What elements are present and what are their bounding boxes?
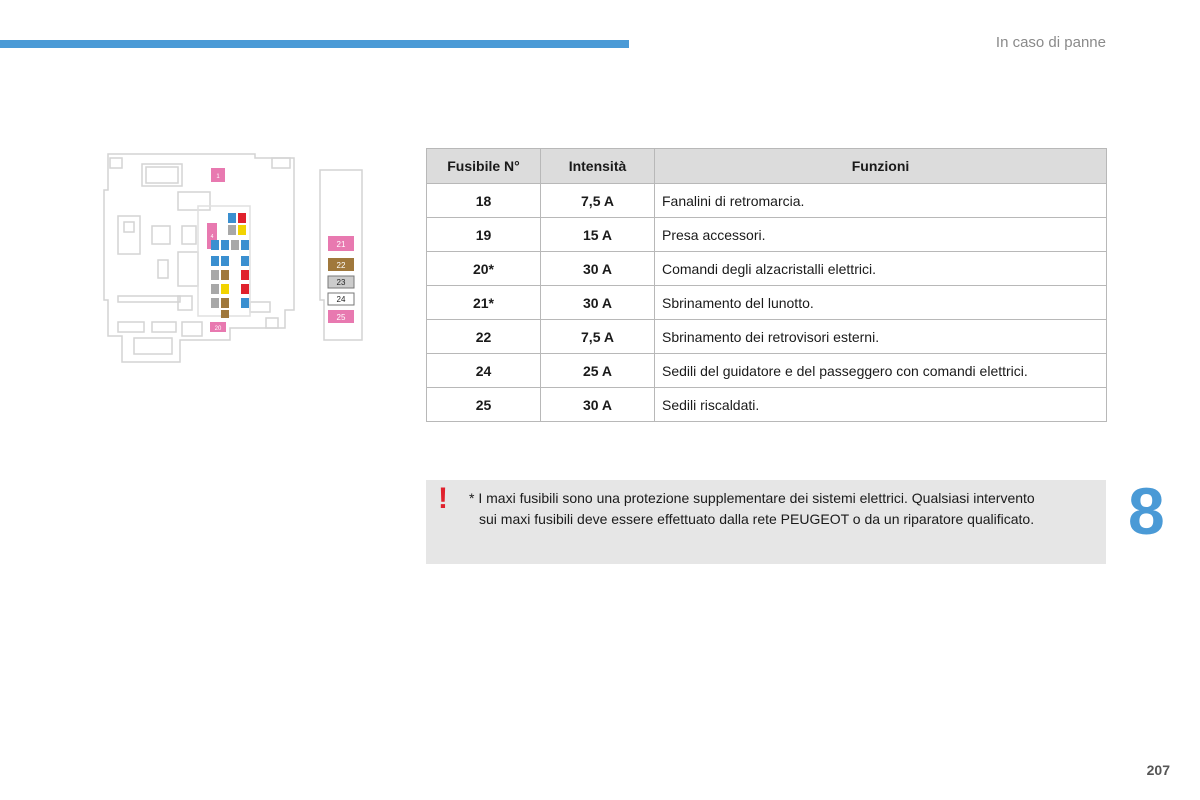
fuse-number-cell: 25 <box>427 388 541 422</box>
function-cell: Presa accessori. <box>655 218 1107 252</box>
amperage-cell: 25 A <box>541 354 655 388</box>
section-title: In caso di panne <box>995 34 1106 51</box>
table-row <box>427 388 1107 422</box>
header-accent-bar <box>0 40 629 48</box>
fuse-15 <box>221 270 229 280</box>
table-row <box>427 354 1107 388</box>
fuse-number-cell: 22 <box>427 320 541 354</box>
fuse-6 <box>238 225 246 235</box>
fuse-box-illustration <box>100 150 370 370</box>
fuse-19 <box>241 284 249 294</box>
fuse-13 <box>241 256 249 266</box>
warning-note <box>426 480 1106 564</box>
table-row <box>427 184 1107 218</box>
amperage-cell: 30 A <box>541 252 655 286</box>
fuse-number-cell: 18 <box>427 184 541 218</box>
amperage-cell: 30 A <box>541 388 655 422</box>
fuse-number-cell: 21* <box>427 286 541 320</box>
maxi-fuse-24-label: 24 <box>336 295 346 304</box>
fuse-10 <box>241 240 249 250</box>
header-fuse-number: Fusibile N° <box>427 149 541 184</box>
fuse-row-extra-1 <box>211 298 219 308</box>
function-cell: Sbrinamento del lunotto. <box>655 286 1107 320</box>
fuse-14 <box>211 270 219 280</box>
maxi-fuse-21-label: 21 <box>336 240 346 249</box>
amperage-cell: 7,5 A <box>541 320 655 354</box>
warning-text-line-1: * I maxi fusibili sono una protezione supplementare dei sistemi elettrici. Qualsiasi intervento <box>469 490 1035 506</box>
table-row <box>427 218 1107 252</box>
fuse-17 <box>211 284 219 294</box>
header-amperage: Intensità <box>541 149 655 184</box>
function-cell: Sedili del guidatore e del passeggero con comandi elettrici. <box>655 354 1107 388</box>
page-number: 207 <box>1146 762 1170 778</box>
fuse-row-extra-3 <box>241 298 249 308</box>
fuse-2 <box>228 213 236 223</box>
fuse-number-cell: 19 <box>427 218 541 252</box>
fuse-box-diagram <box>100 150 370 370</box>
fuse-table <box>426 148 1107 422</box>
warning-exclamation-icon: ! <box>438 482 448 515</box>
fuse-20-label: 20 <box>214 326 222 332</box>
fuse-7 <box>211 240 219 250</box>
table-row <box>427 286 1107 320</box>
warning-text <box>469 488 1099 530</box>
header-functions: Funzioni <box>655 149 1107 184</box>
maxi-fuse-22-label: 22 <box>336 261 346 270</box>
table-row <box>427 252 1107 286</box>
fuse-4-label: 4 <box>210 234 214 240</box>
amperage-cell: 7,5 A <box>541 184 655 218</box>
fuse-3 <box>238 213 246 223</box>
function-cell: Fanalini di retromarcia. <box>655 184 1107 218</box>
fuse-8 <box>221 240 229 250</box>
warning-text-line-2: sui maxi fusibili deve essere effettuato dalla rete PEUGEOT o da un riparatore qualificato. <box>479 511 1035 527</box>
function-cell: Sedili riscaldati. <box>655 388 1107 422</box>
fuse-row-extra-4 <box>221 310 229 318</box>
maxi-fuse-25-label: 25 <box>336 313 346 322</box>
fuse-5 <box>228 225 236 235</box>
table-header-row <box>427 149 1107 184</box>
fuse-11 <box>211 256 219 266</box>
table-row <box>427 320 1107 354</box>
maxi-fuse-23-label: 23 <box>336 278 346 287</box>
fuse-12 <box>221 256 229 266</box>
amperage-cell: 15 A <box>541 218 655 252</box>
fuse-16 <box>241 270 249 280</box>
fuse-row-extra-2 <box>221 298 229 308</box>
function-cell: Sbrinamento dei retrovisori esterni. <box>655 320 1107 354</box>
fuse-number-cell: 20* <box>427 252 541 286</box>
fuse-18 <box>221 284 229 294</box>
fuse-1-label: 1 <box>216 174 220 180</box>
amperage-cell: 30 A <box>541 286 655 320</box>
fuse-9 <box>231 240 239 250</box>
fuse-number-cell: 24 <box>427 354 541 388</box>
function-cell: Comandi degli alzacristalli elettrici. <box>655 252 1107 286</box>
chapter-number: 8 <box>1128 474 1165 548</box>
